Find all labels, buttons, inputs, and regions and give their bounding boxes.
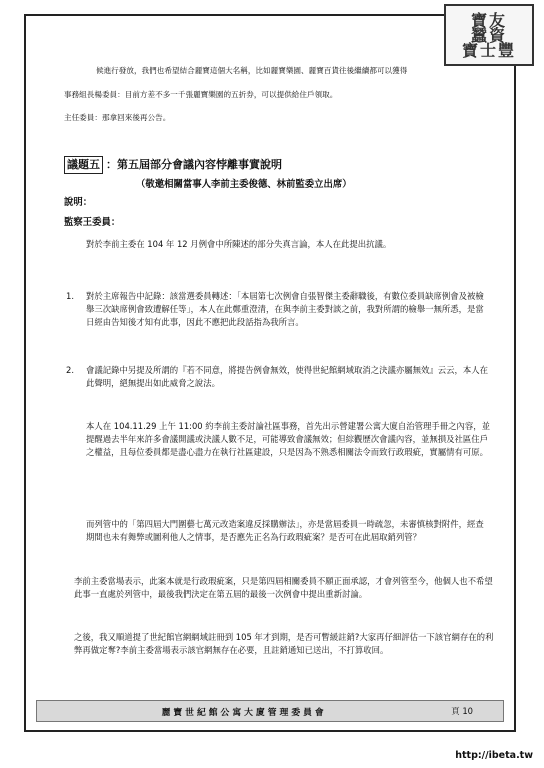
stamp-line-1: 寶友 [470,10,507,30]
seal-stamp [444,4,534,66]
footer-title: 麗寶世紀館公寓大廈管理委員會 [161,707,327,718]
agenda-heading [64,156,504,174]
stamp-line-2: 蠶資 [470,25,507,45]
paragraph-item-2: 會議記錄中另提及所謂的『若不同意，將提告例會無效，使得世紀館網域取消之決議亦屬無效』云云，本人在此聲明，絕無提出如此威脅之說法。 [86,365,488,388]
item-2-number: 2. [66,365,74,375]
paragraph-top: 候進行發放，我們也希望結合麗寶這個大名稱，比如麗寶樂園、麗寶百貨往後繼續都可以獲得 [96,66,408,75]
agenda-label: 議題五 [64,156,103,174]
paragraph-meeting-detail: 本人在 104.11.29 上午 11:00 約李前主委討論社區事務，首先出示營建署公寓大廈自治管理手冊之內容，並提醒過去半年來許多會議開議或決議人數不足，可能導致會議無效；但綜觀歷次會議內容，並無損及社區住戶之權益，且每位委員都是盡心盡力在執行社區建設，只是因為不熟悉相關法令而致行政瑕疵，實屬情有可原。 [86,421,491,457]
paragraph-affairs: 事務組長楊委員：目前方差不多一千張麗寶樂園的五折券，可以提供給住戶領取。 [64,90,338,99]
item-1-number: 1. [66,291,74,301]
agenda-invite: （敬邀相關當事人李前主委俊德、林前監委立出席） [136,179,352,190]
paragraph-control-case: 而列管中的「第四屆大門圍藝七萬元改造案違反採購辦法」，亦是當屆委員一時疏忽，未審慎核對附件，經查期間也未有舞弊或圖利他人之情事，是否應先正名為行政瑕疵案？是否可在此屆取銷列管？ [86,519,484,542]
agenda-title: ：第五屆部分會議內容悖離事實說明 [106,158,282,171]
paragraph-chair-response: 李前主委當場表示，此案本就是行政瑕疵案，只是第四屆相關委員不願正面承認，才會列管至今，他個人也不希望此事一直處於列管中，最後我們決定在第五屆的最後一次例會中提出重新討論。 [74,576,493,599]
paragraph-item-1: 對於主席報告中記錄：該當選委員轉述：「本屆第七次例會自張智傑主委辭職後，有數位委員缺席例會及被檢舉三次缺席例會致遭解任等」，本人在此鄭重澄清，在與李前主委對談之前，我對所謂的檢舉一無所悉，是當日經由告知後才知有此事，因此不應把此段話指為我所言。 [86,291,484,327]
paragraph-website-domain: 之後，我又順道提了世紀館官網網域註冊到 105 年才到期，是否可暫緩註銷?大家再仔細評估一下該官網存在的利弊再做定奪?李前主委當場表示該官網無存在必要，且註銷通知已送出，不打算收回。 [74,632,494,655]
page-number: 頁 10 [451,706,473,716]
explain-label: 說明： [64,197,93,208]
footer-bar [36,700,504,722]
paragraph-intro: 對於李前主委在 104 年 12 月例會中所陳述的部分失真言論，本人在此提出抗議。 [86,239,392,249]
watermark: http://ibeta.tw [452,749,536,762]
supervisor-label: 監察王委員： [64,217,121,228]
paragraph-chair: 主任委員：那拿回來後再公告。 [64,113,171,122]
stamp-line-3: 寶士豐 [461,40,516,60]
